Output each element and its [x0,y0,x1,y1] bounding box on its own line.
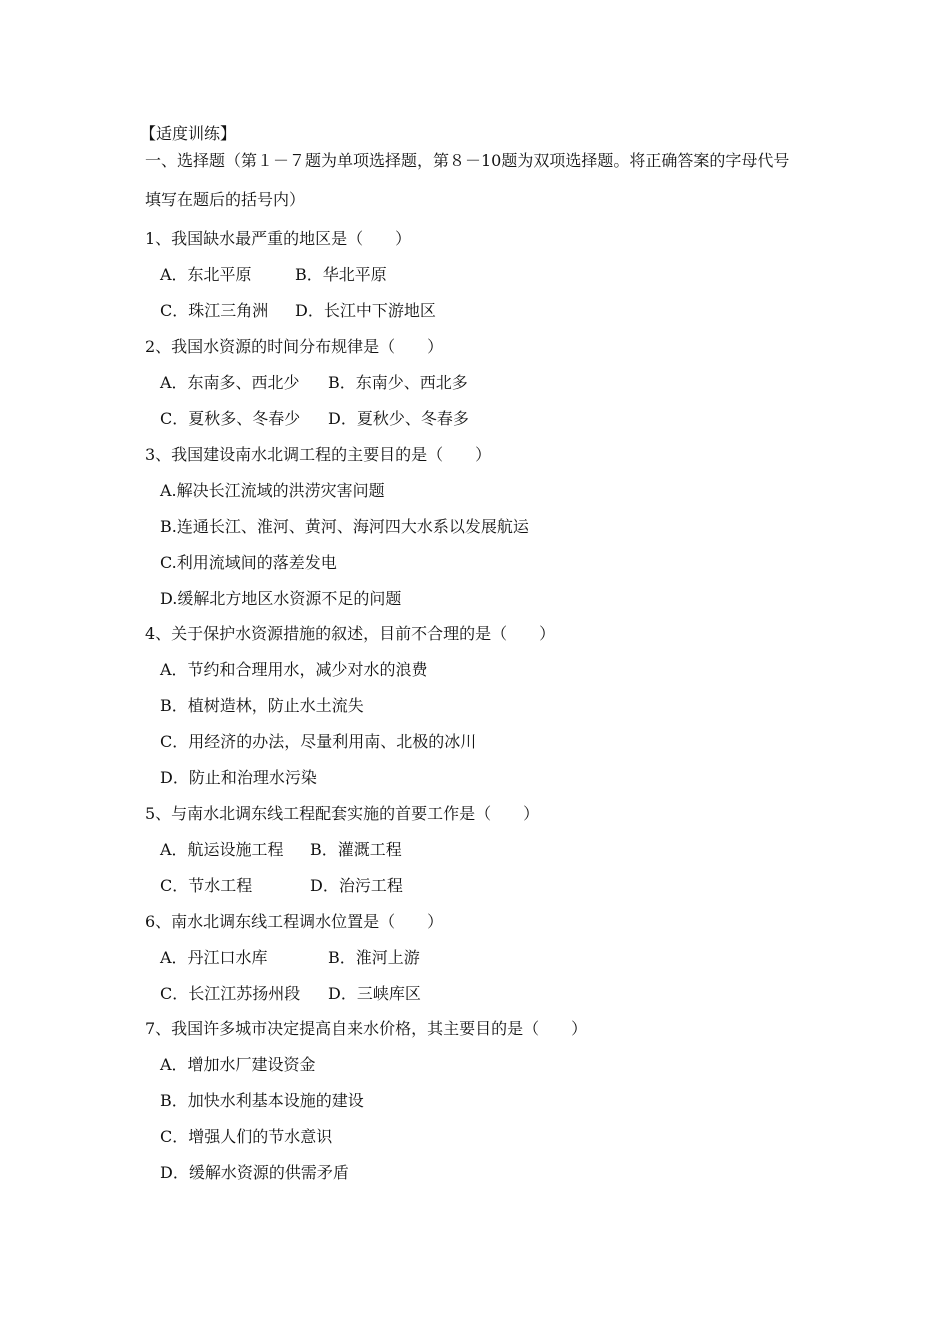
question-1-option-d: D．长江中下游地区 [295,301,436,320]
question-4-option-a: A．节约和合理用水，减少对水的浪费 [160,660,428,679]
instructions-line-1: 一、选择题（第１－７题为单项选择题，第８－10题为双项选择题。将正确答案的字母代号 [145,151,790,170]
question-1-option-b: B．华北平原 [295,265,387,284]
question-6-option-c: C．长江江苏扬州段 [160,984,301,1003]
question-4-stem: 4、关于保护水资源措施的叙述，目前不合理的是（ ） [145,624,556,643]
question-1-stem: 1、我国缺水最严重的地区是（ ） [145,229,412,248]
question-3-option-a: A.解决长江流域的洪涝灾害问题 [160,481,385,500]
question-7-option-b: B．加快水利基本设施的建设 [160,1091,364,1110]
question-3-option-d: D.缓解北方地区水资源不足的问题 [160,589,402,608]
question-1-option-c: C．珠江三角洲 [160,301,269,320]
question-3-option-b: B.连通长江、淮河、黄河、海河四大水系以发展航运 [160,517,529,536]
question-7-stem: 7、我国许多城市决定提高自来水价格，其主要目的是（ ） [145,1019,588,1038]
question-4-option-c: C．用经济的办法，尽量利用南、北极的冰川 [160,732,477,751]
section-title: 【适度训练】 [140,124,237,143]
question-2-option-d: D．夏秋少、冬春多 [328,409,469,428]
question-5-stem: 5、与南水北调东线工程配套实施的首要工作是（ ） [145,804,540,823]
question-5-option-d: D．治污工程 [310,876,403,895]
question-1-option-a: A．东北平原 [160,265,252,284]
question-7-option-a: A．增加水厂建设资金 [160,1055,316,1074]
question-6-option-b: B．淮河上游 [328,948,420,967]
question-5-option-c: C．节水工程 [160,876,253,895]
question-2-option-a: A．东南多、西北少 [160,373,300,392]
question-6-stem: 6、南水北调东线工程调水位置是（ ） [145,912,444,931]
question-6-option-d: D．三峡库区 [328,984,421,1003]
question-7-option-c: C．增强人们的节水意识 [160,1127,333,1146]
question-6-option-a: A．丹江口水库 [160,948,268,967]
question-7-option-d: D．缓解水资源的供需矛盾 [160,1163,349,1182]
question-5-option-b: B．灌溉工程 [310,840,402,859]
question-5-option-a: A．航运设施工程 [160,840,284,859]
question-4-option-d: D．防止和治理水污染 [160,768,317,787]
instructions-line-2: 填写在题后的括号内） [145,190,306,209]
question-3-option-c: C.利用流域间的落差发电 [160,553,337,572]
question-2-stem: 2、我国水资源的时间分布规律是（ ） [145,337,444,356]
question-4-option-b: B．植树造林，防止水土流失 [160,696,364,715]
question-2-option-b: B．东南少、西北多 [328,373,468,392]
question-3-stem: 3、我国建设南水北调工程的主要目的是（ ） [145,445,492,464]
question-2-option-c: C．夏秋多、冬春少 [160,409,301,428]
